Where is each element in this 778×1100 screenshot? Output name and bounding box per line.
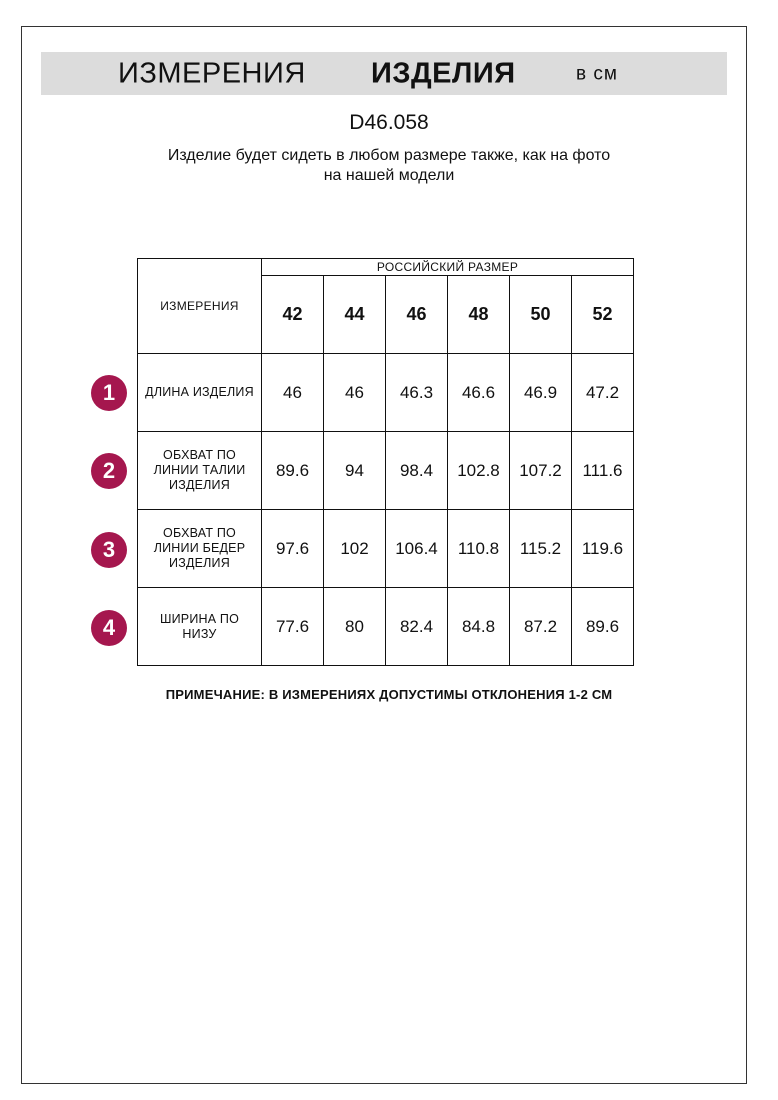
title-units: в см [576, 63, 618, 84]
row-label-line: ШИРИНА ПО [159, 611, 240, 626]
table-cell: 87.2 [510, 588, 572, 666]
table-cell: 98.4 [386, 432, 448, 510]
table-cell: 46.9 [510, 354, 572, 432]
table-cell: 89.6 [262, 432, 324, 510]
table-cell: 46.6 [448, 354, 510, 432]
row-label-waist [138, 432, 262, 510]
row-label-hips [138, 510, 262, 588]
size-table [137, 258, 634, 666]
table-cell: 119.6 [572, 510, 634, 588]
row-number-badge-3: 3 [91, 532, 127, 568]
table-cell: 97.6 [262, 510, 324, 588]
size-52: 52 [572, 276, 634, 354]
row-number-badge-1: 1 [91, 375, 127, 411]
table-cell: 46 [324, 354, 386, 432]
table-cell: 106.4 [386, 510, 448, 588]
table-cell: 111.6 [572, 432, 634, 510]
table-cell: 107.2 [510, 432, 572, 510]
table-cell: 89.6 [572, 588, 634, 666]
row-label-line: ОБХВАТ ПО [163, 526, 236, 540]
table-cell: 115.2 [510, 510, 572, 588]
row-label-line: ДЛИНА ИЗДЕЛИЯ [145, 385, 254, 399]
table-cell: 46.3 [386, 354, 448, 432]
tolerance-note: ПРИМЕЧАНИЕ: В ИЗМЕРЕНИЯХ ДОПУСТИМЫ ОТКЛОНЕНИЯ 1-2 СМ [165, 687, 613, 702]
row-label-line: ЛИНИИ БЕДЕР [153, 541, 246, 555]
measurements-header: ИЗМЕРЕНИЯ [138, 259, 262, 354]
row-label-line: ИЗДЕЛИЯ [169, 478, 230, 492]
table-cell: 80 [324, 588, 386, 666]
table-row [138, 510, 634, 588]
row-number-badge-4: 4 [91, 610, 127, 646]
row-label-line: ОБХВАТ ПО [163, 448, 236, 462]
table-cell: 46 [262, 354, 324, 432]
table-header-row [138, 259, 634, 276]
fit-note-line-2: на нашей модели [323, 167, 455, 184]
title-measurements: ИЗМЕРЕНИЯ [118, 57, 306, 89]
size-46: 46 [386, 276, 448, 354]
table-cell: 77.6 [262, 588, 324, 666]
size-42: 42 [262, 276, 324, 354]
table-row [138, 432, 634, 510]
size-44: 44 [324, 276, 386, 354]
title-bar [41, 52, 727, 95]
title-product: ИЗДЕЛИЯ [371, 57, 516, 89]
size-48: 48 [448, 276, 510, 354]
row-label-hem-width [138, 588, 262, 666]
table-cell: 82.4 [386, 588, 448, 666]
size-50: 50 [510, 276, 572, 354]
table-cell: 110.8 [448, 510, 510, 588]
russian-size-header: РОССИЙСКИЙ РАЗМЕР [262, 259, 634, 276]
table-row [138, 588, 634, 666]
table-row [138, 354, 634, 432]
row-label-line: НИЗУ [182, 626, 217, 641]
fit-note-line-1: Изделие будет сидеть в любом размере также, как на фото [167, 147, 611, 164]
table-cell: 47.2 [572, 354, 634, 432]
row-label-line: ИЗДЕЛИЯ [169, 556, 230, 570]
table-cell: 84.8 [448, 588, 510, 666]
table-cell: 102.8 [448, 432, 510, 510]
table-cell: 102 [324, 510, 386, 588]
row-number-badge-2: 2 [91, 453, 127, 489]
row-label-length [138, 354, 262, 432]
article-number: D46.058 [349, 111, 429, 134]
row-label-line: ЛИНИИ ТАЛИИ [153, 463, 246, 477]
table-cell: 94 [324, 432, 386, 510]
